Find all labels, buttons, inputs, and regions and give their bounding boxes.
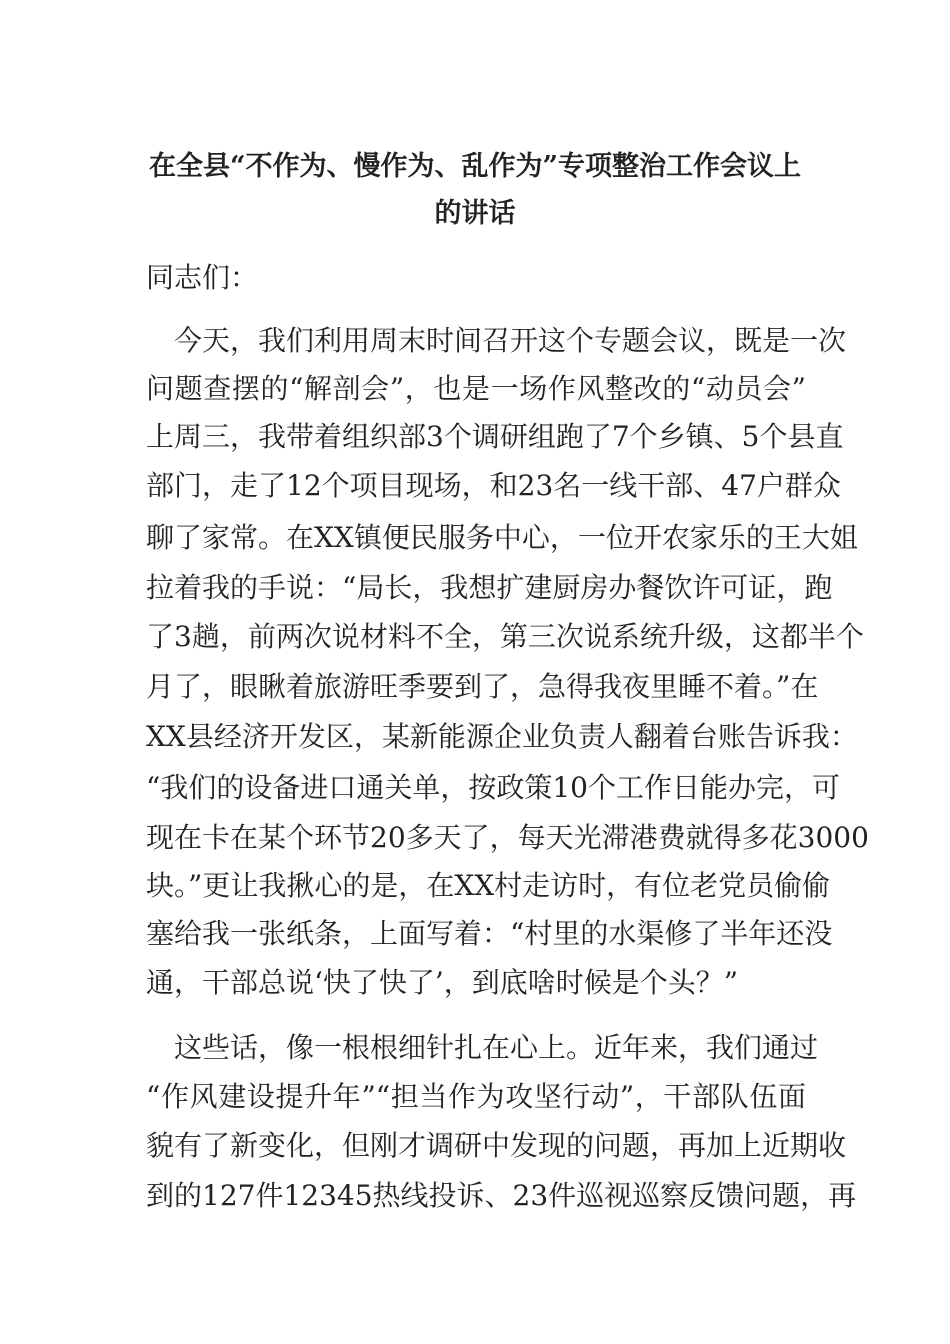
text-line: 这些话，像一根根细针扎在心上。近年来，我们通过	[146, 1031, 819, 1064]
text-line: 部门，走了12个项目现场，和23名一线干部、47户群众	[146, 469, 841, 502]
text-line: 通，干部总说‘快了快了’，到底啥时候是个头？”	[146, 966, 739, 999]
text-line: 问题查摆的“解剖会”，也是一场作风整改的“动员会”	[146, 372, 806, 405]
text-line: 到的127件12345热线投诉、23件巡视巡察反馈问题，再	[146, 1179, 857, 1212]
title-line-2: 的讲话	[434, 198, 516, 229]
text-line: XX县经济开发区，某新能源企业负责人翻着台账告诉我：	[146, 720, 858, 753]
text-line: 貌有了新变化，但刚才调研中发现的问题，再加上近期收	[146, 1129, 847, 1162]
text-line: 塞给我一张纸条，上面写着：“村里的水渠修了半年还没	[146, 917, 833, 950]
text-line: 聊了家常。在XX镇便民服务中心，一位开农家乐的王大姐	[146, 521, 858, 554]
text-line: 上周三，我带着组织部3个调研组跑了7个乡镇、5个县直	[146, 420, 844, 453]
salutation: 同志们：	[146, 261, 259, 294]
title-line-1: 在全县“不作为、慢作为、乱作为”专项整治工作会议上	[148, 151, 802, 182]
text-line: 月了，眼瞅着旅游旺季要到了，急得我夜里睡不着。”在	[146, 670, 819, 703]
text-line: 今天，我们利用周末时间召开这个专题会议，既是一次	[146, 324, 847, 357]
text-line: “我们的设备进口通关单，按政策10个工作日能办完，可	[146, 771, 840, 804]
text-line: 拉着我的手说：“局长，我想扩建厨房办餐饮许可证，跑	[146, 571, 833, 604]
text-line: “作风建设提升年”“担当作为攻坚行动”，干部队伍面	[146, 1080, 806, 1113]
text-line: 现在卡在某个环节20多天了，每天光滞港费就得多花3000	[146, 821, 869, 854]
text-line: 了3趟，前两次说材料不全，第三次说系统升级，这都半个	[146, 620, 864, 653]
text-line: 块。”更让我揪心的是，在XX村走访时，有位老党员偷偷	[146, 869, 831, 902]
